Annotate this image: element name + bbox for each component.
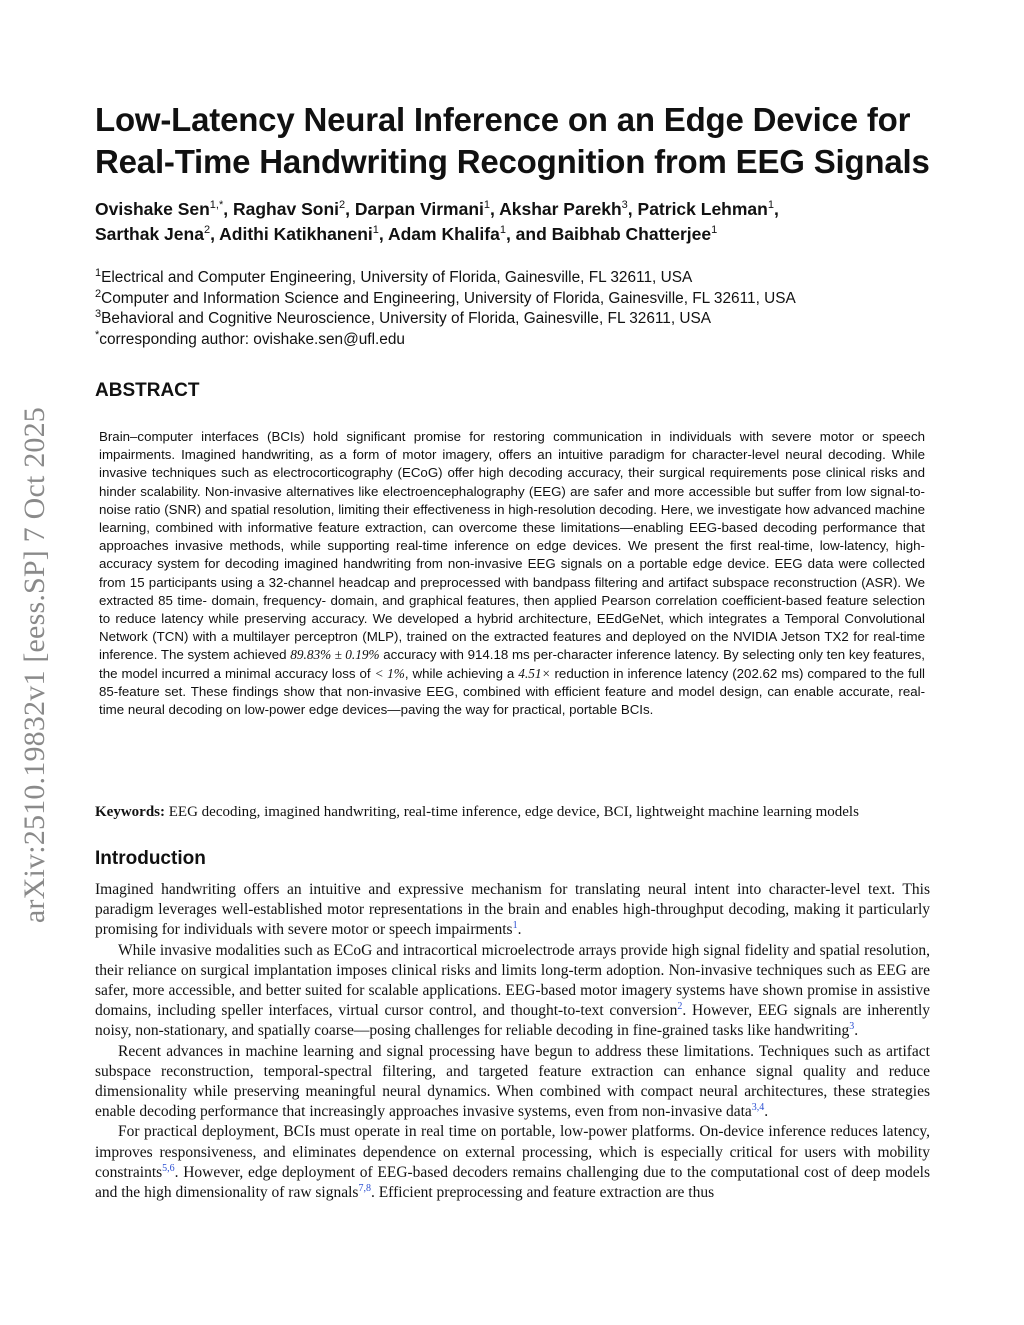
author-name: Patrick Lehman [637, 199, 768, 219]
paragraph-text: Recent advances in machine learning and signal processing have begun to address these limitations. Techniques such as artifact subspace reconstruction, temporal-spectral filtering, and targeted feature extraction can enhance signal quality and reduce dimensionality while preserving meaningful neural dynamics. When combined with compact neural architectures, these strategies enable decoding performance that increasingly approaches invasive systems, even from non-invasive data [95, 1042, 930, 1121]
author-name: Darpan Virmani [354, 199, 484, 219]
author-separator: , [345, 199, 355, 219]
author-affiliation-mark: 1 [483, 199, 491, 212]
paragraph-text: . [517, 921, 522, 939]
citation-link[interactable]: 2 [677, 1001, 683, 1013]
citation-link[interactable]: 3,4 [751, 1102, 765, 1114]
author-affiliation-mark: 2 [203, 224, 211, 237]
corresponding-author-text: corresponding author: ovishake.sen@ufl.edu [99, 330, 405, 348]
author-affiliation-mark: 1 [499, 224, 506, 237]
intro-paragraph [95, 941, 930, 1042]
author-separator: , [490, 199, 500, 219]
abstract-text-segment: Brain–computer interfaces (BCIs) hold significant promise for restoring communication in individuals with severe motor or speech impairments. Imagined handwriting, as a form of motor imagery, offers an intuitive paradigm for character-level neural decoding. While invasive techniques such as electrocorticography (ECoG) offer high decoding accuracy, their surgical requirements pose clinical risks and hinder scalability. Non-invasive alternatives like electroencephalography (EEG) are safer and more accessible but suffer from low signal-to-noise ratio (SNR) and spatial resolution, limiting their effectiveness in high-resolution decoding. Here, we investigate how advanced machine learning, combined with informative feature extraction, can overcome these limitations—enabling EEG-based decoding performance that approaches invasive methods, while supporting real-time inference on edge devices. We present the first real-time, low-latency, high-accuracy system for decoding imagined handwriting from non-invasive EEG signals on a portable edge device. EEG data were collected from 15 participants using a 32-channel headcap and preprocessed with bandpass filtering and artifact subspace reconstruction (ASR). We extracted 85 time- domain, frequency- domain, and graphical features, then applied Pearson correlation coefficient-based feature selection to reduce latency while preserving accuracy. We developed a hybrid architecture, EEdGeNet, which integrates a Temporal Convolutional Network (TCN) with a multilayer perceptron (MLP), trained on the extracted features and deployed on the NVIDIA Jetson TX2 for real-time inference. The system achieved [99, 429, 925, 663]
keywords-label: Keywords: [95, 804, 165, 820]
abstract-accuracy-value: 89.83% ± 0.19% [290, 647, 380, 663]
author-separator: , and [505, 224, 552, 244]
abstract-text-segment: , while achieving a [404, 665, 519, 681]
affiliation-text: Behavioral and Cognitive Neuroscience, University of Florida, Gainesville, FL 32611, USA [101, 310, 712, 327]
arxiv-identifier-stamp [13, 373, 57, 958]
affiliation-item [95, 330, 935, 351]
paragraph-text: Imagined handwriting offers an intuitive and expressive mechanism for translating neural intent into character-level text. This paradigm leverages well-established motor representations in the brain and enables high-throughput decoding, making it particularly promising for individuals with severe motor or speech impairments [95, 881, 930, 939]
author-affiliation-mark: 1 [372, 224, 379, 237]
affiliation-mark: * [95, 328, 100, 341]
author-name: Ovishake Sen [95, 199, 210, 219]
affiliation-item [95, 289, 935, 310]
keywords-line [95, 802, 935, 822]
author-separator: , [773, 199, 779, 219]
paragraph-text: . Efficient preprocessing and feature extraction are thus [370, 1184, 715, 1202]
affiliation-list [95, 268, 935, 350]
author-name: Adam Khalifa [387, 224, 500, 244]
author-separator: , [378, 224, 388, 244]
affiliation-item [95, 309, 935, 330]
paragraph-text: . [764, 1103, 769, 1121]
citation-link[interactable]: 3 [849, 1021, 855, 1033]
citation-link[interactable]: 1 [512, 920, 518, 932]
author-affiliation-mark: 1,* [209, 199, 224, 212]
intro-paragraph [95, 1122, 930, 1203]
affiliation-mark: 3 [95, 307, 102, 320]
abstract-heading: ABSTRACT [95, 380, 200, 401]
abstract-speedup-value: 4.51× [518, 665, 551, 681]
author-separator: , [223, 199, 233, 219]
paragraph-text: . [854, 1022, 859, 1040]
abstract-loss-value: < 1% [374, 665, 405, 681]
keywords-text: EEG decoding, imagined handwriting, real-time inference, edge device, BCI, lightweight machine learning models [165, 804, 859, 820]
affiliation-item [95, 268, 935, 289]
author-name: Sarthak Jena [95, 224, 204, 244]
author-affiliation-mark: 3 [621, 199, 628, 212]
introduction-body [95, 880, 930, 1203]
paragraph-text: . However, EEG signals are inherently noisy, non-stationary, and spatially coarse—posing challenges for reliable decoding in fine-grained tasks like handwriting [95, 1002, 930, 1040]
author-separator: , [627, 199, 638, 219]
paragraph-text: For practical deployment, BCIs must operate in real time on portable, low-power platforms. On-device inference reduces latency, improves responsiveness, and eliminates dependence on external processing, which is especially critical for users with mobility constraints [95, 1123, 930, 1181]
abstract-text-segment: reduction in inference latency (202.62 ms) compared to the full 85-feature set. These findings show that non-invasive EEG, combined with efficient feature and model design, can enable accurate, real-time neural decoding on low-power edge devices—paving the way for practical, portable BCIs. [99, 665, 925, 718]
author-name: Akshar Parekh [499, 199, 622, 219]
author-name: Raghav Soni [233, 199, 339, 219]
abstract-text [99, 428, 925, 719]
arxiv-identifier-text: arXiv:2510.19832v1 [eess.SP] 7 Oct 2025 [18, 407, 51, 924]
paragraph-text: While invasive modalities such as ECoG and intracortical microelectrode arrays provide high signal fidelity and spatial resolution, their reliance on surgical implantation imposes clinical risks and limits long-term adoption. Non-invasive techniques such as EEG are safer, more accessible, and better suited for scalable applications. EEG-based motor imagery systems have shown promise in assistive domains, including speller interfaces, virtual cursor control, and thought-to-text conversion [95, 941, 930, 1020]
affiliation-text: Computer and Information Science and Engineering, University of Florida, Gainesville, FL 32611, USA [101, 289, 796, 307]
intro-paragraph [95, 880, 930, 941]
author-list [95, 197, 935, 247]
introduction-heading: Introduction [95, 848, 206, 869]
author-affiliation-mark: 2 [339, 199, 346, 212]
paper-title: Low-Latency Neural Inference on an Edge Device for Real-Time Handwriting Recognition from EEG Signals [95, 101, 930, 180]
paragraph-text: . However, edge deployment of EEG-based decoders remains challenging due to the computational cost of deep models and the high dimensionality of raw signals [95, 1163, 930, 1202]
affiliation-mark: 1 [95, 266, 102, 279]
author-affiliation-mark: 1 [711, 224, 718, 237]
author-affiliation-mark: 1 [767, 199, 774, 212]
author-separator: , [210, 224, 220, 244]
abstract-text-segment: accuracy with 914.18 ms per-character inference latency. By selecting only ten key features, the model incurred a minimal accuracy loss of [99, 647, 925, 681]
affiliation-mark: 2 [95, 287, 102, 300]
citation-link[interactable]: 5,6 [162, 1162, 175, 1174]
intro-paragraph [95, 1042, 930, 1123]
citation-link[interactable]: 7,8 [358, 1182, 371, 1194]
affiliation-text: Electrical and Computer Engineering, University of Florida, Gainesville, FL 32611, USA [101, 269, 693, 286]
author-name: Baibhab Chatterjee [551, 224, 712, 244]
author-name: Adithi Katikhaneni [219, 224, 373, 244]
